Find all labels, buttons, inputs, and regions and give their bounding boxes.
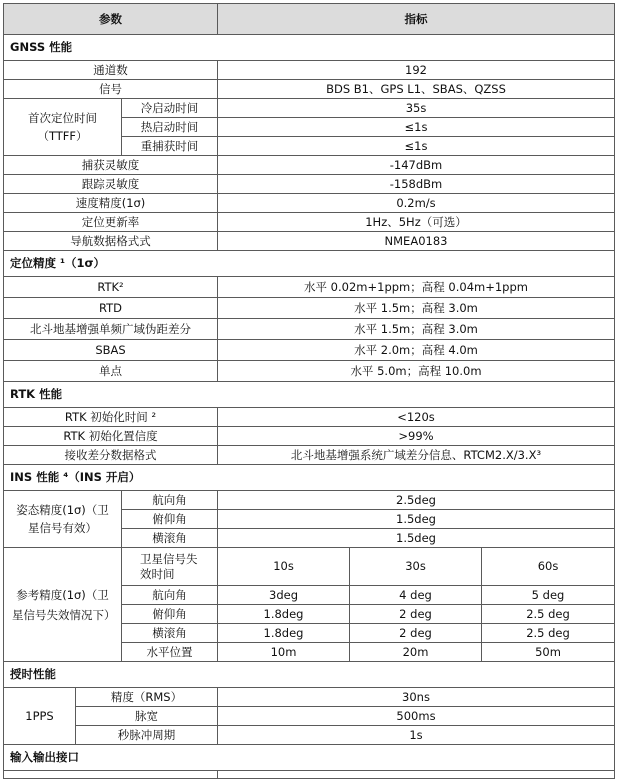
- section-gnss: [4, 35, 615, 61]
- row-label: 航向角: [122, 586, 218, 605]
- pps-label: 1PPS: [4, 688, 76, 745]
- row-label: RTK²: [4, 277, 218, 298]
- table-row: [4, 61, 615, 80]
- row-value: 192: [218, 61, 615, 80]
- section-title: RTK 性能: [4, 382, 615, 408]
- outage-col-2: 30s: [350, 548, 482, 586]
- row-label: 精度（RMS）: [76, 688, 218, 707]
- outage-col-1: 10s: [218, 548, 350, 586]
- row-value: 1.5deg: [218, 529, 615, 548]
- row-label: 导航数据格式式: [4, 232, 218, 251]
- row-label: RTK 初始化时间 ²: [4, 408, 218, 427]
- cell-value: 20m: [350, 643, 482, 662]
- table-row: [4, 408, 615, 427]
- row-value: [218, 771, 615, 779]
- row-value: 35s: [218, 99, 615, 118]
- row-label: 重捕获时间: [122, 137, 218, 156]
- cell-value: 2 deg: [350, 624, 482, 643]
- row-label: RTD: [4, 298, 218, 319]
- table-row: [4, 80, 615, 99]
- row-value: 1.5deg: [218, 510, 615, 529]
- cell-value: 1.8deg: [218, 624, 350, 643]
- row-value: 水平 1.5m；高程 3.0m: [218, 298, 615, 319]
- row-value: ≤1s: [218, 118, 615, 137]
- row-label: 横滚角: [122, 529, 218, 548]
- table-row: [4, 548, 615, 586]
- spec-table: [3, 3, 615, 779]
- row-label: 定位更新率: [4, 213, 218, 232]
- row-value: 1s: [218, 726, 615, 745]
- cell-value: 50m: [482, 643, 615, 662]
- table-row: [4, 340, 615, 361]
- table-row: [4, 491, 615, 510]
- cell-value: 3deg: [218, 586, 350, 605]
- row-value: 2.5deg: [218, 491, 615, 510]
- row-label: 接收差分数据格式: [4, 446, 218, 465]
- outage-col-3: 60s: [482, 548, 615, 586]
- table-row: [4, 361, 615, 382]
- row-label: 脉宽: [76, 707, 218, 726]
- section-title: INS 性能 ⁴（INS 开启）: [4, 465, 615, 491]
- section-positioning-accuracy: [4, 251, 615, 277]
- section-ins-performance: [4, 465, 615, 491]
- table-row: [4, 277, 615, 298]
- row-value: 水平 0.02m+1ppm；高程 0.04m+1ppm: [218, 277, 615, 298]
- row-value: 1Hz、5Hz（可选）: [218, 213, 615, 232]
- row-value: 北斗地基增强系统广域差分信息、RTCM2.X/3.X³: [218, 446, 615, 465]
- row-label: 跟踪灵敏度: [4, 175, 218, 194]
- row-value: 水平 1.5m；高程 3.0m: [218, 319, 615, 340]
- row-label: 秒脉冲周期: [76, 726, 218, 745]
- row-label: 速度精度(1σ): [4, 194, 218, 213]
- cell-value: 1.8deg: [218, 605, 350, 624]
- header-param: 参数: [4, 4, 218, 35]
- row-value: ≤1s: [218, 137, 615, 156]
- cell-value: 4 deg: [350, 586, 482, 605]
- row-value: BDS B1、GPS L1、SBAS、QZSS: [218, 80, 615, 99]
- cell-value: 5 deg: [482, 586, 615, 605]
- table-row: [4, 688, 615, 707]
- section-title: 输入输出接口: [4, 745, 615, 771]
- table-row: [4, 707, 615, 726]
- row-label: 信号: [4, 80, 218, 99]
- row-value: <120s: [218, 408, 615, 427]
- table-header-row: [4, 4, 615, 35]
- table-row: [4, 194, 615, 213]
- row-label: 热启动时间: [122, 118, 218, 137]
- row-value: >99%: [218, 427, 615, 446]
- row-value: NMEA0183: [218, 232, 615, 251]
- table-row: [4, 99, 615, 118]
- reference-group-label: 参考精度(1σ)（卫星信号失效情况下）: [4, 548, 122, 662]
- table-row: [4, 298, 615, 319]
- attitude-group-label: 姿态精度(1σ)（卫星信号有效）: [4, 491, 122, 548]
- table-row: [4, 726, 615, 745]
- row-value: 0.2m/s: [218, 194, 615, 213]
- row-label: [4, 771, 218, 779]
- table-row: [4, 213, 615, 232]
- section-timing-performance: [4, 662, 615, 688]
- cell-value: 2 deg: [350, 605, 482, 624]
- cell-value: 10m: [218, 643, 350, 662]
- row-value: 水平 2.0m；高程 4.0m: [218, 340, 615, 361]
- row-value: -147dBm: [218, 156, 615, 175]
- row-label: 横滚角: [122, 624, 218, 643]
- row-label: 航向角: [122, 491, 218, 510]
- section-io-interface: [4, 745, 615, 771]
- table-row: [4, 446, 615, 465]
- row-label: RTK 初始化置信度: [4, 427, 218, 446]
- table-row: [4, 771, 615, 779]
- table-row: [4, 156, 615, 175]
- section-title: GNSS 性能: [4, 35, 615, 61]
- table-row: [4, 232, 615, 251]
- row-label: 水平位置: [122, 643, 218, 662]
- row-label: 北斗地基增强单频广域伪距差分: [4, 319, 218, 340]
- row-label: 俯仰角: [122, 605, 218, 624]
- row-value: 水平 5.0m；高程 10.0m: [218, 361, 615, 382]
- row-label: 单点: [4, 361, 218, 382]
- table-row: [4, 319, 615, 340]
- table-row: [4, 427, 615, 446]
- outage-label: 卫星信号失效时间: [122, 548, 218, 586]
- ttff-group-label: 首次定位时间（TTFF）: [4, 99, 122, 156]
- row-label: 冷启动时间: [122, 99, 218, 118]
- row-label: SBAS: [4, 340, 218, 361]
- cell-value: 2.5 deg: [482, 624, 615, 643]
- section-title: 授时性能: [4, 662, 615, 688]
- cell-value: 2.5 deg: [482, 605, 615, 624]
- row-value: -158dBm: [218, 175, 615, 194]
- row-label: 通道数: [4, 61, 218, 80]
- table-row: [4, 175, 615, 194]
- section-title: 定位精度 ¹（1σ）: [4, 251, 615, 277]
- section-rtk-performance: [4, 382, 615, 408]
- row-value: 500ms: [218, 707, 615, 726]
- row-value: 30ns: [218, 688, 615, 707]
- header-spec: 指标: [218, 4, 615, 35]
- row-label: 捕获灵敏度: [4, 156, 218, 175]
- row-label: 俯仰角: [122, 510, 218, 529]
